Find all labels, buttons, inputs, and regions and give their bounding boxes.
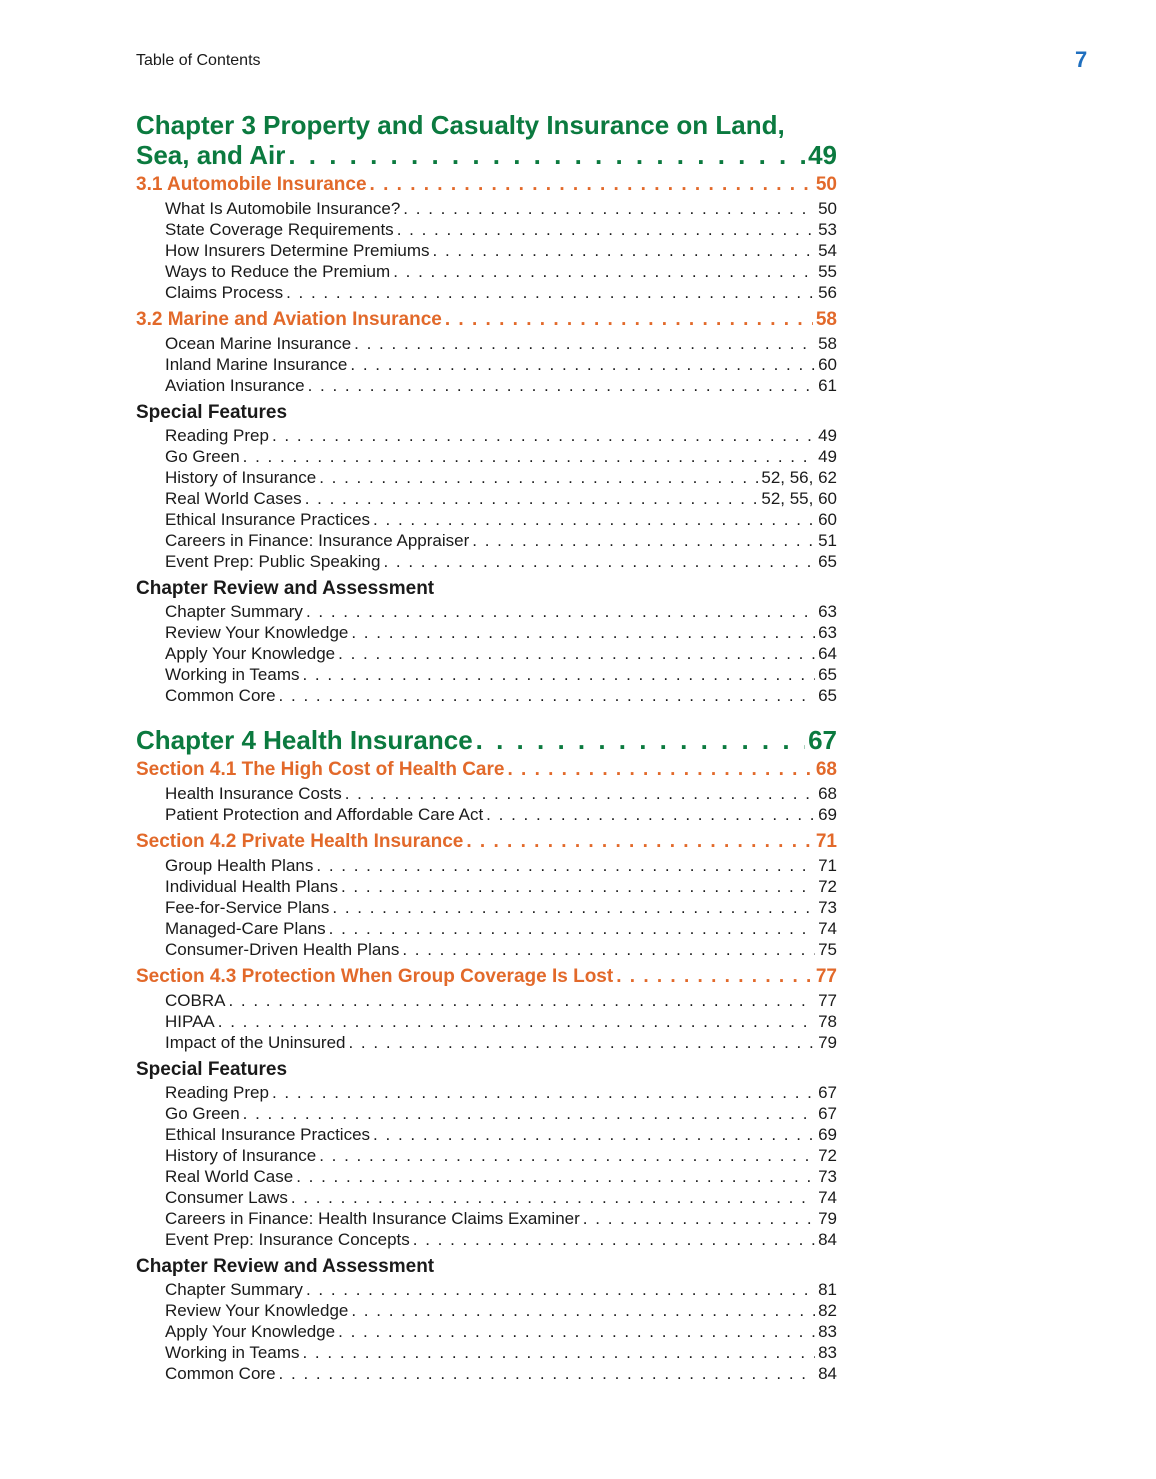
toc-item-label: Common Core <box>165 1364 276 1383</box>
toc-item-page: 73 <box>818 1167 837 1186</box>
toc-item-label: Aviation Insurance <box>165 376 305 395</box>
toc-item-label: Real World Cases <box>165 489 302 508</box>
dot-leader <box>393 261 815 282</box>
dot-leader <box>319 467 758 488</box>
toc-item[interactable] <box>136 261 837 282</box>
toc-item[interactable] <box>136 219 837 240</box>
dot-leader <box>329 918 815 939</box>
dot-leader <box>302 1342 815 1363</box>
dot-leader <box>243 446 815 467</box>
chapter-entry <box>136 725 837 1384</box>
toc-item[interactable] <box>136 855 837 876</box>
toc-item[interactable] <box>136 1363 837 1384</box>
dot-leader <box>291 1187 815 1208</box>
toc-item-page: 52, 56, 62 <box>761 468 837 487</box>
toc-item-label: Working in Teams <box>165 665 300 684</box>
toc-item[interactable] <box>136 939 837 960</box>
page-number: 7 <box>1075 47 1088 72</box>
toc-item-page: 72 <box>818 877 837 896</box>
toc-item-page: 67 <box>818 1083 837 1102</box>
toc-item-page: 53 <box>818 220 837 239</box>
dot-leader <box>370 171 813 198</box>
toc-item-label: Ways to Reduce the Premium <box>165 262 391 281</box>
dot-leader <box>228 990 815 1011</box>
dot-leader <box>507 756 812 783</box>
dot-leader <box>341 876 815 897</box>
group-heading: Special Features <box>136 1059 288 1080</box>
chapter-heading[interactable] <box>136 725 837 755</box>
toc-item-page: 82 <box>818 1301 837 1320</box>
toc-item[interactable] <box>136 375 837 396</box>
dot-leader <box>306 1279 815 1300</box>
toc-item[interactable] <box>136 240 837 261</box>
toc-item[interactable] <box>136 990 837 1011</box>
toc-item-label: Reading Prep <box>165 426 269 445</box>
dot-leader <box>373 509 815 530</box>
section-heading-page: 58 <box>815 309 837 330</box>
dot-leader <box>466 828 813 855</box>
dot-leader <box>316 855 815 876</box>
section-entry <box>136 963 837 1053</box>
toc-item-page: 65 <box>818 665 837 684</box>
dot-leader <box>288 140 805 170</box>
toc-item[interactable] <box>136 643 837 664</box>
dot-leader <box>272 1082 815 1103</box>
toc-item[interactable] <box>136 446 837 467</box>
toc-item-page: 84 <box>818 1364 837 1383</box>
dot-leader <box>286 282 815 303</box>
toc-item[interactable] <box>136 1187 837 1208</box>
section-heading-label: Section 4.1 The High Cost of Health Care <box>136 759 505 780</box>
toc-item-page: 55 <box>818 262 837 281</box>
toc-item-page: 60 <box>818 510 837 529</box>
dot-leader <box>476 725 805 755</box>
toc-item-label: Health Insurance Costs <box>165 784 342 803</box>
toc-item[interactable] <box>136 1082 837 1103</box>
toc-item[interactable] <box>136 1208 837 1229</box>
section-heading-page: 77 <box>815 966 837 987</box>
toc-item-page: 61 <box>818 376 837 395</box>
section-heading-page: 50 <box>815 174 837 195</box>
dot-leader <box>306 601 815 622</box>
toc-item-page: 49 <box>818 447 837 466</box>
toc-item[interactable] <box>136 1103 837 1124</box>
dot-leader <box>445 306 813 333</box>
toc-item-page: 75 <box>818 940 837 959</box>
dot-leader <box>308 375 816 396</box>
toc-item-label: History of Insurance <box>165 1146 317 1165</box>
toc-item-page: 84 <box>818 1230 837 1249</box>
chapter-heading-label: Sea, and Air <box>136 140 286 170</box>
toc-item-label: Event Prep: Public Speaking <box>165 552 381 571</box>
dot-leader <box>302 664 815 685</box>
section-heading[interactable] <box>136 828 837 855</box>
toc-item[interactable] <box>136 467 837 488</box>
chapter-heading-page: 49 <box>808 140 837 170</box>
toc-item-label: Claims Process <box>165 283 284 302</box>
toc-item[interactable] <box>136 1032 837 1053</box>
dot-leader <box>413 1229 815 1250</box>
toc-item-label: Review Your Knowledge <box>165 1301 349 1320</box>
section-heading[interactable] <box>136 963 837 990</box>
feature-group <box>136 577 837 706</box>
section-entry <box>136 828 837 960</box>
toc-item-label: Go Green <box>165 447 240 466</box>
section-entry <box>136 306 837 396</box>
toc-item-page: 78 <box>818 1012 837 1031</box>
toc-item-label: What Is Automobile Insurance? <box>165 199 401 218</box>
toc-item[interactable] <box>136 198 837 219</box>
toc-item[interactable] <box>136 918 837 939</box>
toc-item-label: Event Prep: Insurance Concepts <box>165 1230 410 1249</box>
toc-item[interactable] <box>136 1011 837 1032</box>
toc-item-label: Careers in Finance: Insurance Appraiser <box>165 531 470 550</box>
dot-leader <box>351 1300 815 1321</box>
dot-leader <box>296 1166 815 1187</box>
dot-leader <box>332 897 815 918</box>
chapter-heading[interactable] <box>136 140 837 170</box>
dot-leader <box>486 804 815 825</box>
feature-group <box>136 1058 837 1250</box>
toc-item-label: Patient Protection and Affordable Care Act <box>165 805 484 824</box>
dot-leader <box>279 685 816 706</box>
dot-leader <box>397 219 815 240</box>
toc-item-label: Ethical Insurance Practices <box>165 1125 371 1144</box>
toc-item-page: 81 <box>818 1280 837 1299</box>
toc-item[interactable] <box>136 664 837 685</box>
dot-leader <box>616 963 813 990</box>
toc-item[interactable] <box>136 1124 837 1145</box>
group-heading: Special Features <box>136 402 288 423</box>
toc-item[interactable] <box>136 783 837 804</box>
toc-item[interactable] <box>136 804 837 825</box>
feature-group <box>136 401 837 572</box>
section-heading[interactable] <box>136 756 837 783</box>
chapter-heading-label: Chapter 4 Health Insurance <box>136 725 473 755</box>
section-heading[interactable] <box>136 306 837 333</box>
section-heading-page: 71 <box>815 831 837 852</box>
toc-item-page: 64 <box>818 644 837 663</box>
toc-item[interactable] <box>136 601 837 622</box>
section-heading-page: 68 <box>815 759 837 780</box>
toc-item-page: 63 <box>818 623 837 642</box>
dot-leader <box>351 622 815 643</box>
toc-item-label: Chapter Summary <box>165 602 303 621</box>
toc-item[interactable] <box>136 425 837 446</box>
toc-item-label: HIPAA <box>165 1012 215 1031</box>
toc-item-page: 49 <box>818 426 837 445</box>
toc-item-page: 79 <box>818 1033 837 1052</box>
dot-leader <box>433 240 816 261</box>
toc-item-label: State Coverage Requirements <box>165 220 394 239</box>
toc-item-page: 68 <box>818 784 837 803</box>
dot-leader <box>354 333 815 354</box>
dot-leader <box>338 1321 815 1342</box>
toc-item[interactable] <box>136 1342 837 1363</box>
toc-item-page: 72 <box>818 1146 837 1165</box>
toc-item-label: Managed-Care Plans <box>165 919 326 938</box>
toc-item-label: Careers in Finance: Health Insurance Claims Examiner <box>165 1209 580 1228</box>
table-of-contents <box>136 110 837 1384</box>
dot-leader <box>272 425 815 446</box>
chapter-entry <box>136 110 837 706</box>
toc-item-page: 83 <box>818 1322 837 1341</box>
dot-leader <box>472 530 815 551</box>
toc-item-page: 51 <box>818 531 837 550</box>
toc-item-label: Group Health Plans <box>165 856 314 875</box>
toc-item-label: Consumer-Driven Health Plans <box>165 940 400 959</box>
toc-item-label: Real World Case <box>165 1167 294 1186</box>
toc-item-page: 73 <box>818 898 837 917</box>
running-header-title: Table of Contents <box>136 52 261 69</box>
group-heading: Chapter Review and Assessment <box>136 1256 435 1277</box>
toc-item-label: Apply Your Knowledge <box>165 644 336 663</box>
toc-item[interactable] <box>136 1145 837 1166</box>
toc-item-label: Review Your Knowledge <box>165 623 349 642</box>
toc-item-page: 58 <box>818 334 837 353</box>
toc-item-label: Individual Health Plans <box>165 877 338 896</box>
toc-item-page: 65 <box>818 686 837 705</box>
dot-leader <box>383 551 815 572</box>
toc-item-page: 69 <box>818 805 837 824</box>
toc-item-label: Inland Marine Insurance <box>165 355 348 374</box>
dot-leader <box>350 354 815 375</box>
toc-item[interactable] <box>136 1279 837 1300</box>
section-entry <box>136 756 837 825</box>
dot-leader <box>403 198 815 219</box>
toc-item[interactable] <box>136 876 837 897</box>
toc-item-label: COBRA <box>165 991 226 1010</box>
toc-item-label: Chapter Summary <box>165 1280 303 1299</box>
toc-item[interactable] <box>136 551 837 572</box>
toc-item-label: Impact of the Uninsured <box>165 1033 346 1052</box>
dot-leader <box>319 1145 815 1166</box>
toc-item-label: Apply Your Knowledge <box>165 1322 336 1341</box>
toc-item-label: Common Core <box>165 686 276 705</box>
toc-item-label: Reading Prep <box>165 1083 269 1102</box>
toc-item-label: Go Green <box>165 1104 240 1123</box>
section-entry <box>136 171 837 303</box>
toc-item-page: 63 <box>818 602 837 621</box>
toc-item-label: Fee-for-Service Plans <box>165 898 330 917</box>
dot-leader <box>402 939 815 960</box>
toc-item-page: 56 <box>818 283 837 302</box>
toc-item-page: 69 <box>818 1125 837 1144</box>
dot-leader <box>305 488 759 509</box>
toc-item-page: 54 <box>818 241 837 260</box>
toc-item-page: 65 <box>818 552 837 571</box>
toc-item[interactable] <box>136 1166 837 1187</box>
toc-item[interactable] <box>136 282 837 303</box>
toc-item[interactable] <box>136 333 837 354</box>
toc-item-label: Working in Teams <box>165 1343 300 1362</box>
dot-leader <box>373 1124 815 1145</box>
toc-item-page: 71 <box>818 856 837 875</box>
section-heading-label: Section 4.3 Protection When Group Coverage Is Lost <box>136 966 614 987</box>
toc-item[interactable] <box>136 530 837 551</box>
section-heading-label: 3.2 Marine and Aviation Insurance <box>136 309 442 330</box>
toc-item[interactable] <box>136 354 837 375</box>
toc-item[interactable] <box>136 1229 837 1250</box>
toc-item-page: 83 <box>818 1343 837 1362</box>
toc-item-page: 52, 55, 60 <box>761 489 837 508</box>
toc-item-page: 67 <box>818 1104 837 1123</box>
toc-item-page: 50 <box>818 199 837 218</box>
toc-item-page: 77 <box>818 991 837 1010</box>
toc-item-label: Consumer Laws <box>165 1188 288 1207</box>
toc-item[interactable] <box>136 685 837 706</box>
dot-leader <box>583 1208 815 1229</box>
toc-item-page: 74 <box>818 1188 837 1207</box>
chapter-title-line[interactable]: Chapter 3 Property and Casualty Insurance on Land, <box>136 110 785 140</box>
toc-item-label: Ocean Marine Insurance <box>165 334 352 353</box>
dot-leader <box>348 1032 815 1053</box>
group-heading: Chapter Review and Assessment <box>136 578 435 599</box>
toc-item-label: How Insurers Determine Premiums <box>165 241 430 260</box>
section-heading[interactable] <box>136 171 837 198</box>
toc-item-page: 79 <box>818 1209 837 1228</box>
section-heading-label: 3.1 Automobile Insurance <box>136 174 367 195</box>
dot-leader <box>243 1103 815 1124</box>
toc-item[interactable] <box>136 897 837 918</box>
toc-item[interactable] <box>136 509 837 530</box>
dot-leader <box>218 1011 815 1032</box>
toc-item[interactable] <box>136 622 837 643</box>
toc-item-page: 74 <box>818 919 837 938</box>
section-heading-label: Section 4.2 Private Health Insurance <box>136 831 464 852</box>
chapter-heading-page: 67 <box>808 725 837 755</box>
toc-item-page: 60 <box>818 355 837 374</box>
dot-leader <box>345 783 815 804</box>
toc-item[interactable] <box>136 488 837 509</box>
dot-leader <box>338 643 815 664</box>
dot-leader <box>279 1363 816 1384</box>
toc-item-label: History of Insurance <box>165 468 317 487</box>
toc-item[interactable] <box>136 1300 837 1321</box>
toc-item[interactable] <box>136 1321 837 1342</box>
feature-group <box>136 1255 837 1384</box>
toc-item-label: Ethical Insurance Practices <box>165 510 371 529</box>
